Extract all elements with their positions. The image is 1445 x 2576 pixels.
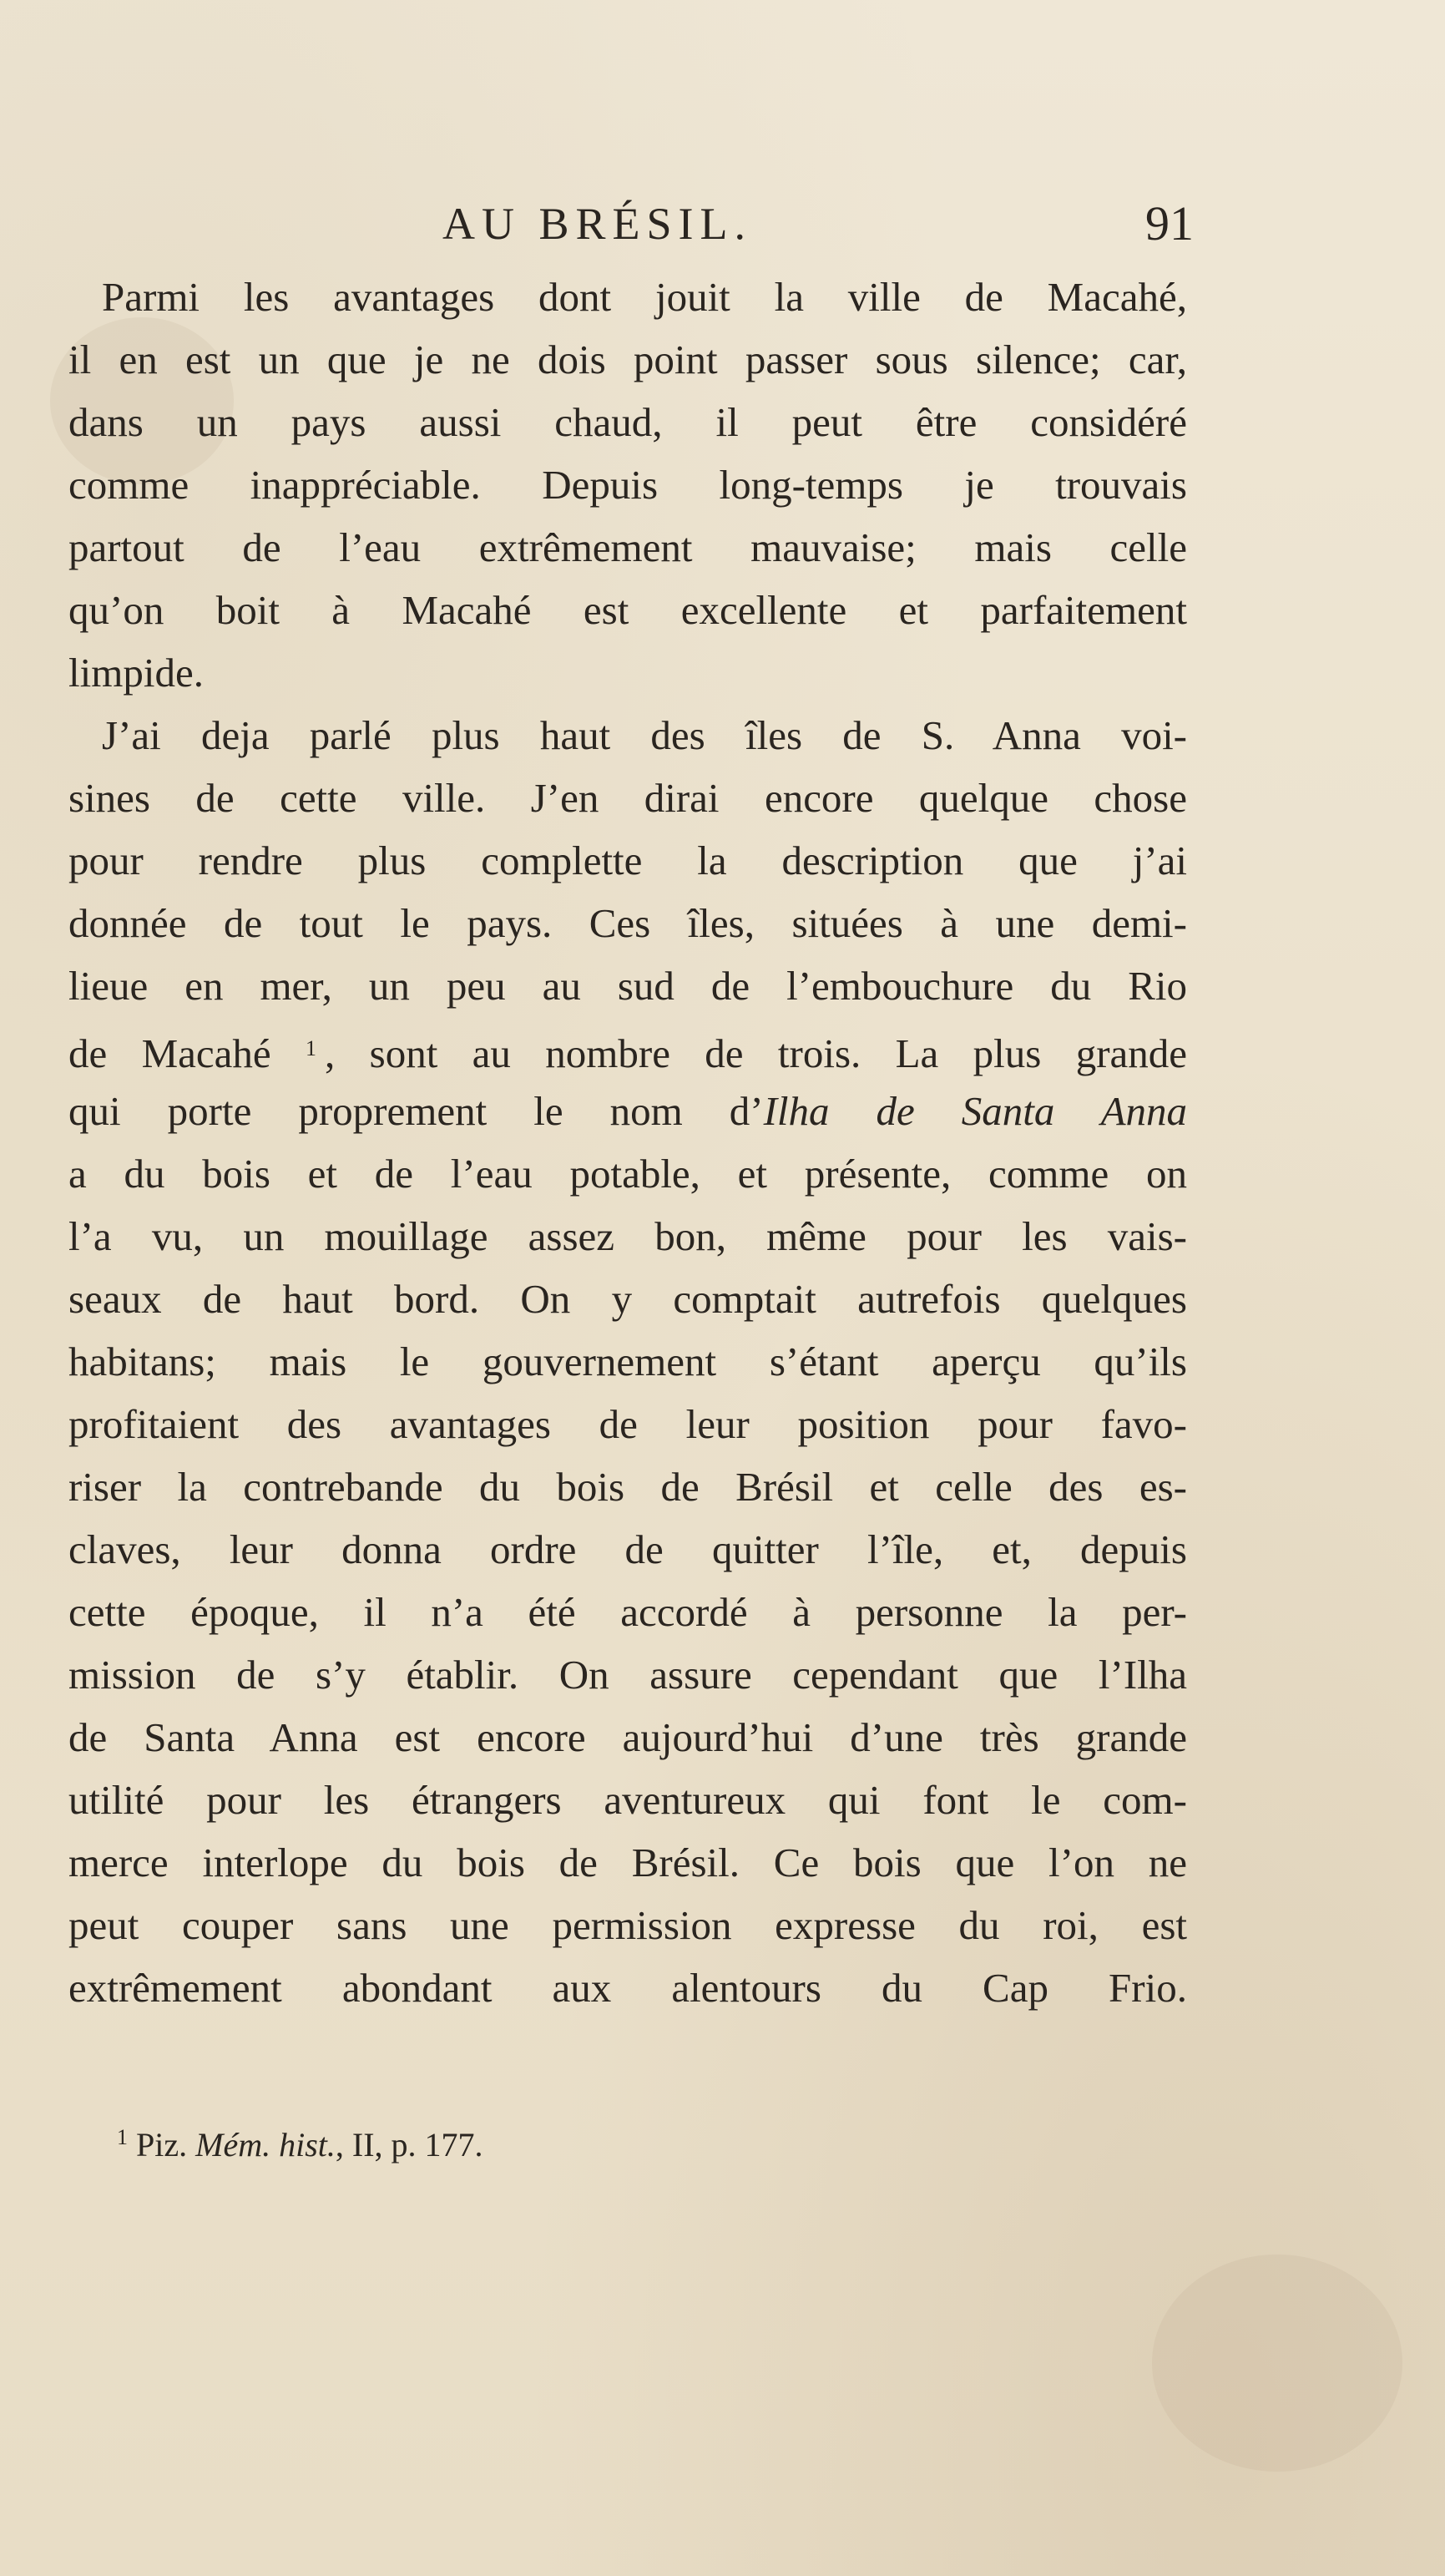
text-line: l’a vu, un mouillage assez bon, même pour les vais- [68,1213,1187,1259]
text-line: de Santa Anna est encore aujourd’hui d’une très grande [68,1714,1187,1760]
text-line: utilité pour les étrangers aventureux qui font le com- [68,1777,1187,1823]
text-line: seaux de haut bord. On y comptait autrefois quelques [68,1276,1187,1322]
text-line: mission de s’y établir. On assure cependant que l’Ilha [68,1652,1187,1698]
footnote-marker: 1 [117,2125,128,2149]
text-line: lieue en mer, un peu au sud de l’embouchure du Rio [68,963,1187,1009]
text-line: il en est un que je ne dois point passer sous silence; car, [68,337,1187,382]
text-line: habitans; mais le gouvernement s’étant aperçu qu’ils [68,1339,1187,1384]
text-line: pour rendre plus complette la description que j’ai [68,838,1187,883]
text-line: J’ai deja parlé plus haut des îles de S. Anna voi- [102,712,1187,758]
running-title: AU BRÉSIL. [442,199,753,249]
text-line: qu’on boit à Macahé est excellente et parfaitement [68,587,1187,633]
page-number: 91 [1145,196,1194,251]
text-line: extrêmement abondant aux alentours du Cap Frio. [68,1965,1187,2011]
text-line: comme inappréciable. Depuis long-temps je trouvais [68,462,1187,508]
footnote-ref: 1 [306,1036,317,1060]
text-line: claves, leur donna ordre de quitter l’île, et, depuis [68,1526,1187,1572]
text-line: donnée de tout le pays. Ces îles, situées à une demi- [68,900,1187,946]
text-line: peut couper sans une permission expresse du roi, est [68,1902,1187,1948]
text-line: profitaient des avantages de leur position pour favo- [68,1401,1187,1447]
text-line: dans un pays aussi chaud, il peut être considéré [68,399,1187,445]
text-line: merce interlope du bois de Brésil. Ce bois que l’on ne [68,1840,1187,1885]
text-line: qui porte proprement le nom d’Ilha de Santa Anna [68,1088,1187,1134]
text-line: Parmi les avantages dont jouit la ville de Macahé, [102,274,1187,320]
text-line: cette époque, il n’a été accordé à personne la per- [68,1589,1187,1635]
italic-name: Ilha de Santa Anna [763,1088,1187,1134]
text-line: limpide. [68,650,204,696]
footnote: $^1$ Piz. Mém. hist., II, p. 177. [117,2125,483,2164]
running-head [75,190,1194,257]
text-line: de Macahé $^1$ , sont au nombre de trois. La plus grande [68,1030,1188,1076]
text-line: sines de cette ville. J’en dirai encore quelque chose [68,775,1187,821]
paper-stain [1152,2255,1402,2472]
footnote-title: Mém. hist. [195,2126,336,2164]
text-line: partout de l’eau extrêmement mauvaise; mais celle [68,524,1187,570]
text-line: riser la contrebande du bois de Brésil et celle des es- [68,1464,1187,1510]
body-text [68,266,1187,2019]
text-line: a du bois et de l’eau potable, et présente, comme on [68,1151,1187,1197]
